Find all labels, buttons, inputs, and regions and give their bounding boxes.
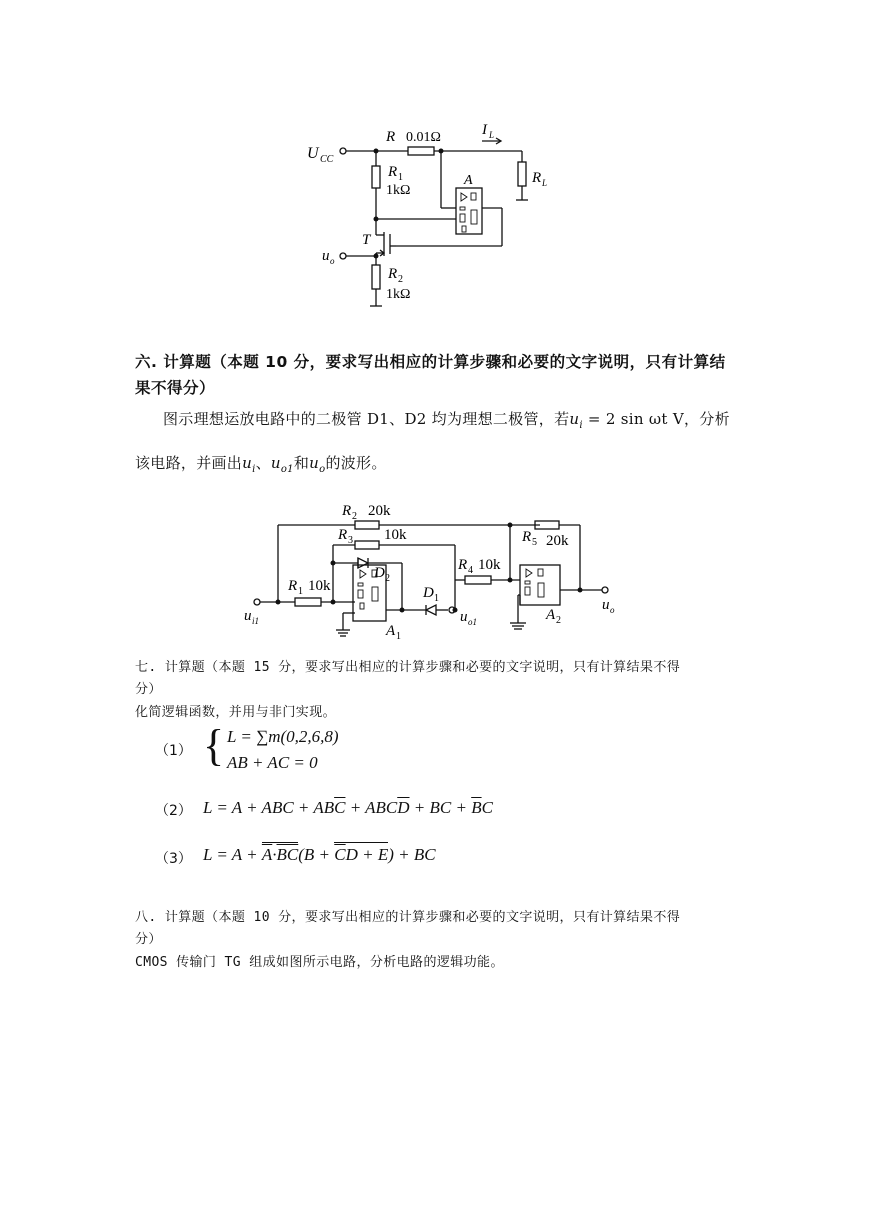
- r2-sub: 2: [398, 274, 403, 285]
- q7-item1-line1: L = ∑m(0,2,6,8): [227, 727, 339, 746]
- r2-value: 1kΩ: [386, 287, 411, 302]
- c2-uo-sub: o: [610, 605, 615, 615]
- c2-ui1-sub: i1: [252, 616, 260, 626]
- q6-uo1-sub: o1: [280, 464, 294, 475]
- q6-uo1: u: [270, 454, 281, 472]
- c2-r5-value: 20k: [546, 533, 569, 549]
- il-label: I: [482, 122, 487, 138]
- q6-ui: u: [242, 454, 253, 472]
- current-source-circuit-diagram: [290, 110, 550, 315]
- c2-a1-label: A: [386, 623, 396, 639]
- q6-uo: u: [309, 454, 320, 472]
- q6-heading-line2: 果不得分）: [135, 379, 216, 397]
- q7-instruction: 化简逻辑函数，并用与非门实现。: [135, 705, 337, 720]
- c2-uo-label: u: [602, 597, 610, 613]
- r-label: R: [386, 129, 396, 145]
- q6-uo-sub: o: [319, 464, 326, 475]
- c2-uo1-sub: o1: [468, 617, 477, 627]
- q7-heading-line1: 七. 计算题（本题 15 分，要求写出相应的计算步骤和必要的文字说明，只有计算结果不得: [135, 660, 681, 675]
- q8-text: CMOS 传输门 TG 组成如图所示电路，分析电路的逻辑功能。: [135, 955, 504, 970]
- c2-r4-label: R: [458, 557, 468, 573]
- c2-d2-label: D: [374, 565, 385, 581]
- q6-math-u: u: [569, 410, 580, 428]
- q6-text-line2: [135, 452, 387, 475]
- q6-sep: 、: [255, 454, 271, 472]
- c2-r5-label: R: [522, 529, 532, 545]
- q6-text-b: ，分析: [683, 410, 730, 428]
- q7-item3-formula: $L = A + \overline{A}\cdot\overline{BC}(B + \overline{C}D + E)$ + BC: [203, 842, 436, 865]
- c2-d1-sub: 1: [434, 593, 439, 604]
- q6-math-eq: = 2 sin ωt V: [582, 410, 684, 428]
- q7-item1-label: （1）: [155, 743, 192, 759]
- c2-a2-sub: 2: [556, 615, 561, 626]
- q6-math-u-sub: i: [579, 420, 583, 431]
- uo-sub: o: [330, 256, 335, 266]
- q7-item3-label: （3）: [155, 851, 192, 867]
- c2-r3-sub: 3: [348, 535, 353, 546]
- q7-item1-brace: {: [203, 721, 225, 770]
- r1-sub: 1: [398, 172, 403, 183]
- c2-uo1-label: u: [460, 609, 468, 625]
- q6-text-line1: [163, 408, 730, 431]
- q7-item1-line2: AB + AC = 0: [227, 753, 318, 772]
- q6-text2-b: 的波形。: [325, 454, 387, 472]
- r-value: 0.01Ω: [406, 130, 441, 145]
- r1-value: 1kΩ: [386, 183, 411, 198]
- q7-item2-formula: L = A + ABC + $AB\overline{C} + ABC\overline{D}$ + BC + $\overline{B}C$: [203, 798, 493, 817]
- q7-heading-line2: 分）: [135, 682, 162, 697]
- q6-text-a: 图示理想运放电路中的二极管 D1、D2 均为理想二极管，若: [163, 410, 570, 428]
- uo-label: u: [322, 248, 330, 264]
- ucc-label: U: [307, 145, 319, 162]
- il-sub: L: [489, 130, 495, 140]
- c2-d2-sub: 2: [385, 573, 390, 584]
- r1-label: R: [388, 164, 398, 180]
- q6-heading-line1: 六. 计算题（本题 10 分，要求写出相应的计算步骤和必要的文字说明，只有计算结: [135, 353, 726, 371]
- rl-label: R: [532, 170, 542, 186]
- r2-label: R: [388, 266, 398, 282]
- c2-r1-sub: 1: [298, 586, 303, 597]
- amp-label: A: [464, 173, 473, 188]
- q6-ui-sub: i: [252, 464, 256, 475]
- q8-heading-line2: 分）: [135, 932, 162, 947]
- rl-sub: L: [542, 178, 548, 188]
- c2-a2-label: A: [546, 607, 556, 623]
- ucc-sub: CC: [320, 154, 334, 165]
- c2-d1-label: D: [423, 585, 434, 601]
- c2-ui1-label: u: [244, 608, 252, 624]
- c2-r4-value: 10k: [478, 557, 501, 573]
- c2-r1-value: 10k: [308, 578, 331, 594]
- c2-r3-label: R: [338, 527, 348, 543]
- c2-r2-value: 20k: [368, 503, 391, 519]
- c2-a1-sub: 1: [396, 631, 401, 642]
- transistor-label: T: [362, 232, 371, 248]
- q8-heading-line1: 八. 计算题（本题 10 分，要求写出相应的计算步骤和必要的文字说明，只有计算结果不得: [135, 910, 681, 925]
- q6-text2-a: 该电路，并画出: [135, 454, 243, 472]
- c2-r1-label: R: [288, 578, 298, 594]
- c2-r2-label: R: [342, 503, 352, 519]
- q6-and: 和: [293, 454, 310, 472]
- opamp-diode-circuit-diagram: [240, 495, 640, 645]
- c2-r3-value: 10k: [384, 527, 407, 543]
- c2-r4-sub: 4: [468, 565, 473, 576]
- q7-item2-label: （2）: [155, 803, 192, 819]
- c2-r2-sub: 2: [352, 511, 357, 522]
- c2-r5-sub: 5: [532, 537, 537, 548]
